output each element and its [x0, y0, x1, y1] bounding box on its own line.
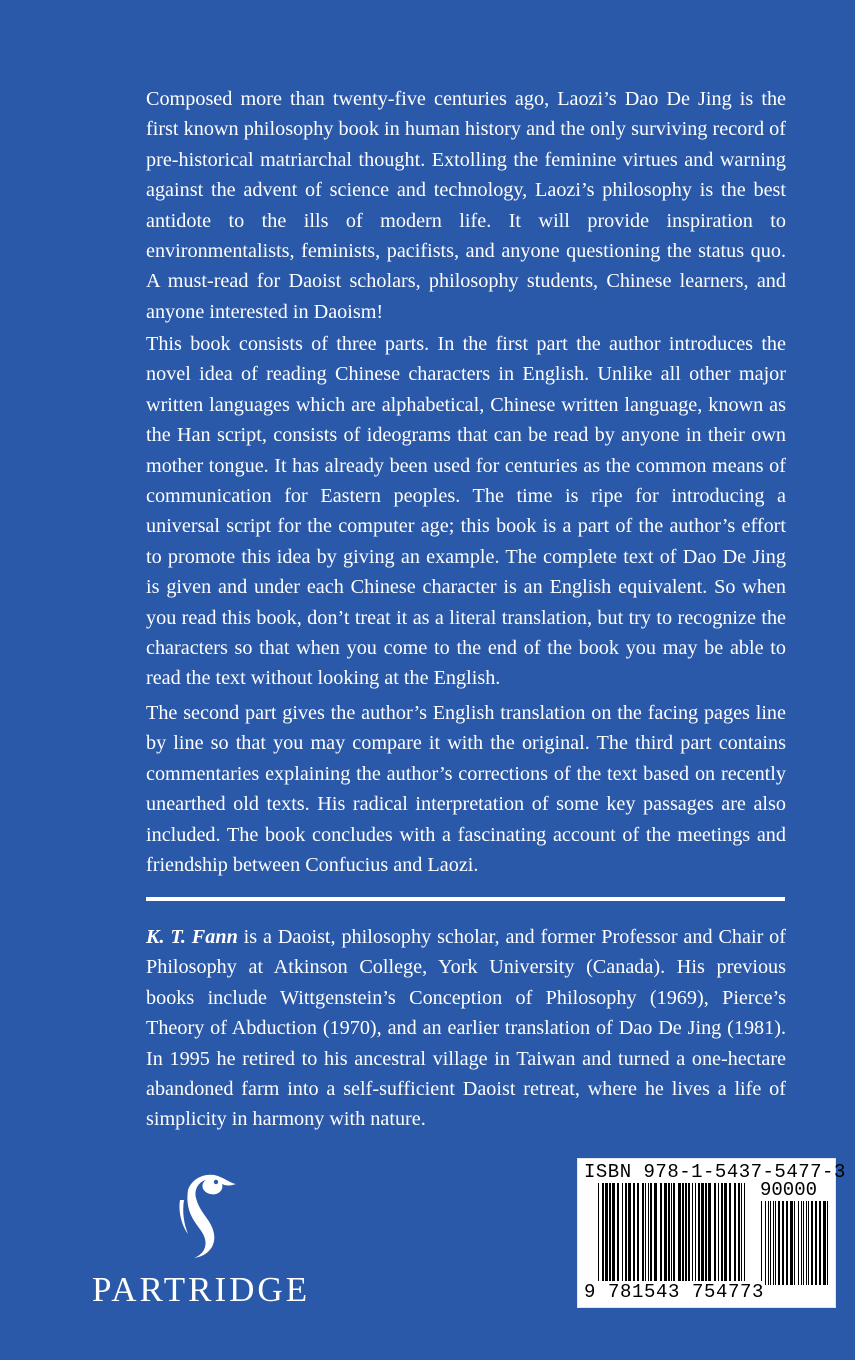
barcode-bar [645, 1183, 646, 1285]
publisher-name: PARTRIDGE [92, 1270, 311, 1309]
barcode-bar [819, 1201, 821, 1285]
barcode-bar [827, 1201, 828, 1285]
barcode-bar [815, 1201, 817, 1285]
barcode-bar [798, 1201, 799, 1285]
publisher-logo [92, 1170, 327, 1310]
barcode-bar [685, 1183, 687, 1285]
barcode-bar [625, 1183, 627, 1285]
barcode-bar [642, 1183, 644, 1285]
barcode-bar [803, 1201, 804, 1285]
description-paragraph-2: This book consists of three parts. In the first part the author introduces the novel idea of reading Chinese characters in English. Unlike all other major written languages which are alphabetical, Chinese written language, known as the Han script, consists of ideograms that can be read by anyone in their own mother tongue. It has already been used for centuries as the common means of communication for Eastern peoples. The time is ripe for introducing a universal script for the computer age; this book is a part of the author’s effort to promote this idea by giving an example. The complete text of Dao De Jing is given and under each Chinese character is an English equivalent. So when you read this book, don’t treat it as a literal translation, but try to recognize the characters so that when you come to the end of the book you may be able to read the text without looking at the English. [146, 333, 786, 690]
barcode-bar [682, 1183, 684, 1285]
price-addon-digits: 90000 [760, 1179, 818, 1201]
barcode-bar [775, 1201, 776, 1285]
barcode-bar [692, 1183, 693, 1285]
barcode-bar [671, 1183, 672, 1285]
section-divider [146, 897, 785, 901]
barcode-bar [790, 1201, 793, 1285]
barcode-bar [660, 1183, 662, 1285]
isbn-barcode [577, 1158, 846, 1308]
barcode-bar [734, 1183, 736, 1285]
ean-barcode-bars [598, 1183, 746, 1285]
barcode-bar [628, 1183, 631, 1285]
author-bio-text: is a Daoist, philosophy scholar, and former Professor and Chair of Philosophy at Atkinson College, York University (Canada). His previous books include Wittgenstein’s Conception of Philosophy (1969), Pierce’s Theory of Abduction (1970), and an earlier translation of Dao De Jing (1981). In 1995 he retired to his ancestral village in Taiwan and turned a one-hectare abandoned farm into a self-sufficient Daoist retreat, where he lives a life of simplicity in harmony with nature. [146, 926, 786, 1131]
barcode-bar [637, 1183, 639, 1285]
barcode-bar [729, 1183, 731, 1285]
barcode-bar [598, 1183, 599, 1285]
barcode-bar [648, 1183, 649, 1285]
barcode-bar [688, 1183, 690, 1285]
barcode-bar [612, 1183, 615, 1285]
barcode-bar [724, 1183, 727, 1285]
barcode-bar [664, 1183, 667, 1285]
barcode-bar [773, 1201, 774, 1285]
ean-digits: 9 781543 754773 [584, 1281, 765, 1303]
barcode-bar [654, 1183, 657, 1285]
barcode-bar [808, 1201, 809, 1285]
description-paragraph-3: The second part gives the author’s English translation on the facing pages line by line so that you may compare it with the original. The third part contains commentaries explaining the author’s corrections of the text based on recently unearthed old texts. His radical interpretation of some key passages are also included. The book concludes with a fascinating account of the meetings and friendship between Confucius and Laozi. [146, 702, 786, 877]
barcode-bar [609, 1183, 611, 1285]
barcode-bar [741, 1183, 742, 1285]
barcode-bar [765, 1201, 766, 1285]
barcode-bar [678, 1183, 681, 1285]
barcode-bar [602, 1183, 604, 1285]
barcode-bar [698, 1183, 700, 1285]
barcode-bar [650, 1183, 652, 1285]
barcode-bar [718, 1183, 719, 1285]
barcode-bar [823, 1201, 826, 1285]
barcode-bar [811, 1201, 813, 1285]
barcode-bar [673, 1183, 675, 1285]
barcode-bar [768, 1201, 769, 1285]
barcode-bar [778, 1201, 780, 1285]
barcode-bar [721, 1183, 723, 1285]
barcode-bar [806, 1201, 807, 1285]
barcode-bar [708, 1183, 711, 1285]
barcode-bar [782, 1201, 784, 1285]
barcode-bar [714, 1183, 716, 1285]
barcode-bar [633, 1183, 635, 1285]
barcode-bar [701, 1183, 704, 1285]
barcode-bar [617, 1183, 619, 1285]
barcode-bar [605, 1183, 608, 1285]
barcode-bar [668, 1183, 670, 1285]
barcode-bar [705, 1183, 707, 1285]
barcode-bar [695, 1183, 696, 1285]
barcode-bar [738, 1183, 740, 1285]
barcode-bar [744, 1183, 745, 1285]
addon-barcode-bars [761, 1201, 831, 1285]
barcode-bar [801, 1201, 802, 1285]
partridge-bird-icon [174, 1170, 244, 1262]
barcode-bar [794, 1201, 795, 1285]
isbn-label: ISBN 978-1-5437-5477-3 [584, 1161, 846, 1183]
author-name: K. T. Fann [146, 926, 238, 948]
description-paragraph-1: Composed more than twenty-five centuries ago, Laozi’s Dao De Jing is the first known philosophy book in human history and the only surviving record of pre-historical matriarchal thought. Extolling the feminine virtues and warning against the advent of science and technology, Laozi’s philosophy is the best antidote to the ills of modern life. It will provide inspiration to environmentalists, feminists, pacifists, and anyone questioning the status quo. A must-read for Daoist scholars, philosophy students, Chinese learners, and anyone interested in Daoism! [146, 88, 786, 323]
barcode-bar [786, 1201, 788, 1285]
barcode-bar [770, 1201, 771, 1285]
barcode-bar [622, 1183, 623, 1285]
author-bio [146, 922, 786, 1135]
barcode-bar [761, 1201, 762, 1285]
